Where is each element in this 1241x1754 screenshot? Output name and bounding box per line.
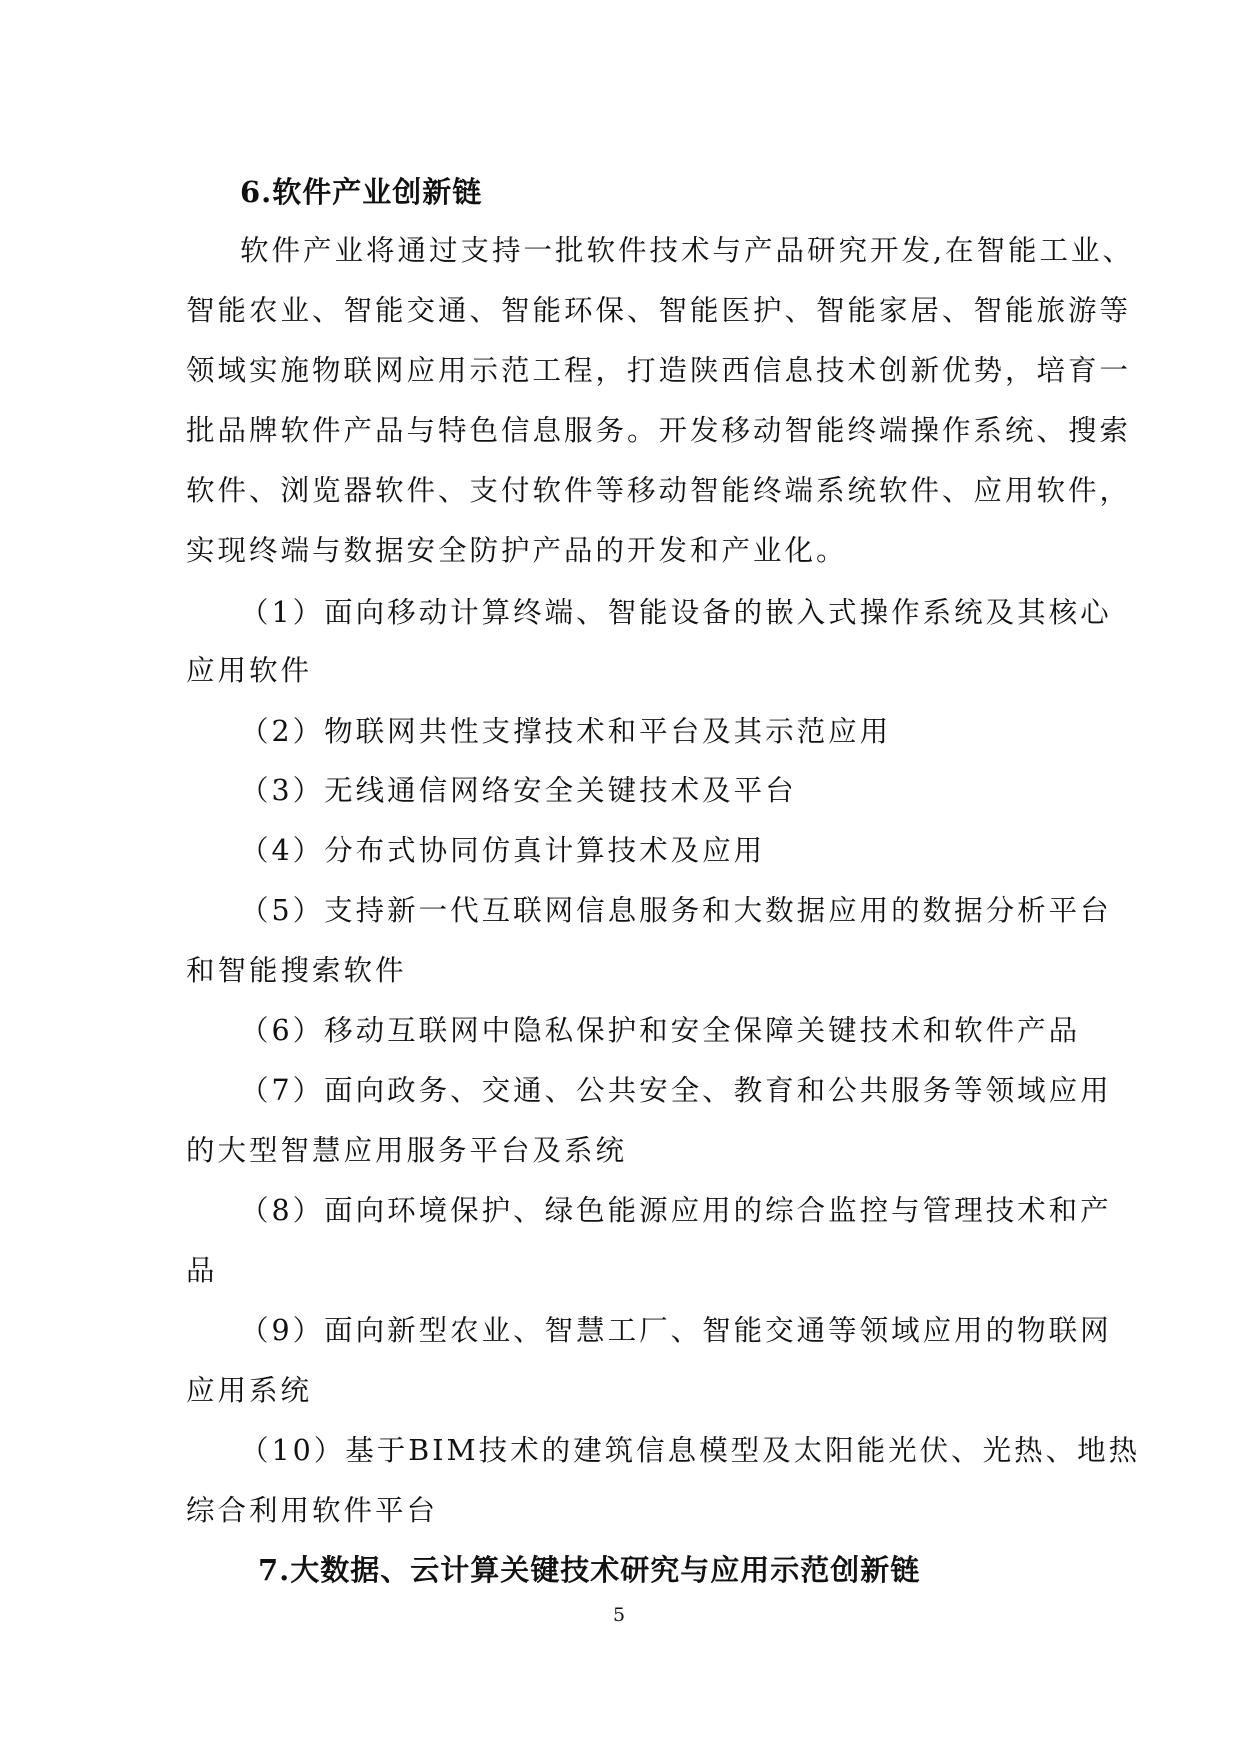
paragraph-line: 领域实施物联网应用示范工程，打造陕西信息技术创新优势，培育一 [186, 354, 1132, 387]
list-item-5-continuation: 和智能搜索软件 [186, 954, 407, 987]
list-item-7: （7）面向政务、交通、公共安全、教育和公共服务等领域应用 [240, 1074, 1112, 1107]
paragraph-line: 批品牌软件产品与特色信息服务。开发移动智能终端操作系统、搜索 [186, 414, 1132, 447]
list-item-8-continuation: 品 [186, 1254, 218, 1287]
list-item-10-continuation: 综合利用软件平台 [186, 1494, 439, 1527]
list-item-7-continuation: 的大型智慧应用服务平台及系统 [186, 1134, 628, 1167]
list-item-10: （10）基于BIM技术的建筑信息模型及太阳能光伏、光热、地热 [240, 1434, 1141, 1467]
section-6-heading: 6.软件产业创新链 [240, 175, 483, 209]
list-item-9: （9）面向新型农业、智慧工厂、智能交通等领域应用的物联网 [240, 1314, 1112, 1347]
paragraph-line: 实现终端与数据安全防护产品的开发和产业化。 [186, 534, 848, 567]
list-item-8: （8）面向环境保护、绿色能源应用的综合监控与管理技术和产 [240, 1194, 1112, 1227]
paragraph-line: 软件产业将通过支持一批软件技术与产品研究开发,在智能工业、 [240, 234, 1135, 267]
list-item-4: （4）分布式协同仿真计算技术及应用 [240, 834, 766, 867]
list-item-3: （3）无线通信网络安全关键技术及平台 [240, 774, 797, 807]
paragraph-line: 智能农业、智能交通、智能环保、智能医护、智能家居、智能旅游等 [186, 294, 1132, 327]
list-item-5: （5）支持新一代互联网信息服务和大数据应用的数据分析平台 [240, 894, 1112, 927]
list-item-6: （6）移动互联网中隐私保护和安全保障关键技术和软件产品 [240, 1014, 1081, 1047]
section-7-heading: 7.大数据、云计算关键技术研究与应用示范创新链 [258, 1553, 921, 1587]
list-item-2: （2）物联网共性支撑技术和平台及其示范应用 [240, 715, 892, 748]
list-item-9-continuation: 应用系统 [186, 1374, 313, 1407]
paragraph-line: 软件、浏览器软件、支付软件等移动智能终端系统软件、应用软件， [186, 474, 1132, 507]
list-item-1-continuation: 应用软件 [186, 654, 313, 687]
list-item-1: （1）面向移动计算终端、智能设备的嵌入式操作系统及其核心 [240, 596, 1112, 629]
page-number: 5 [613, 1604, 626, 1626]
